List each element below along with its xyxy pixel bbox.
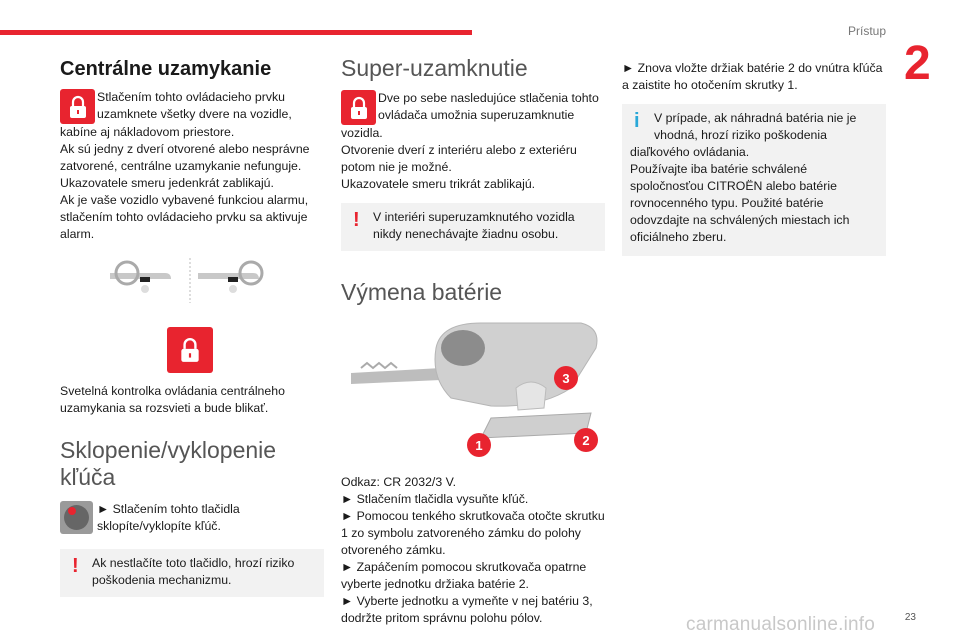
chapter-number: 2 [904, 37, 931, 90]
fold-instruction [60, 501, 324, 535]
body-line: Otvorenie dverí z interiéru alebo z exteriéru potom nie je možné. [341, 143, 577, 174]
key-illustration [341, 318, 605, 468]
column-2 [341, 52, 605, 627]
intro-line-1: Dve po sebe nasledujúce stlačenia tohto [378, 91, 599, 105]
body-line: Ukazovatele smeru trikrát zablikajú. [341, 177, 536, 191]
fold-key-title [60, 437, 324, 491]
super-locking-title: Super-uzamknutie [341, 55, 528, 81]
callout-3: 3 [562, 371, 570, 386]
central-locking-title: Centrálne uzamykanie [60, 58, 272, 80]
remote-key-illustration [341, 318, 605, 468]
intro-line-2: ovládača umožnia superuzamknutie [378, 108, 575, 122]
top-accent-bar [0, 30, 472, 35]
fold-text: ► Stlačením tohto tlačidla sklopíte/vyklopíte kľúč. [97, 502, 240, 533]
battery-step: ► Vyberte jednotku a vymeňte v nej batériu 3, dodržte pritom správnu polohu pólov. [341, 594, 593, 625]
column-3 [622, 60, 886, 256]
steering-wheels-illustration [60, 253, 324, 313]
battery-step: ► Zapáčením pomocou skrutkovača opatrne vyberte jednotku držiaka batérie 2. [341, 560, 587, 591]
battery-title: Výmena batérie [341, 279, 503, 305]
section-name: Prístup [847, 24, 886, 38]
info-line-4: Používajte iba batérie schválené spoločnosťou CITROËN alebo batérie rovnocenného typu. Použité batérie odovzdajte na schválených miestach ich oficiálneho zberu. [630, 162, 850, 244]
body-line: Ukazovatele smeru jedenkrát zablikajú. [60, 176, 274, 190]
lock-intro [60, 89, 324, 124]
super-lock-warning-text: V interiéri superuzamknutého vozidla nikdy nenechávajte žiadnu osobu. [373, 210, 575, 241]
callout-2: 2 [582, 433, 590, 448]
battery-info-box [622, 104, 886, 256]
info-line-2: vhodná, hrozí riziko poškodenia [654, 128, 827, 142]
body-line: Ak je vaše vozidlo vybavené funkciou alarmu, stlačením tohto ovládacieho prvku sa aktivuje alarm. [60, 193, 309, 241]
super-lock-intro [341, 90, 605, 125]
battery-step: ► Pomocou tenkého skrutkovača otočte skrutku 1 zo symbolu zatvoreného zámku do polohy otvoreného zámku. [341, 509, 605, 557]
fold-title-line-2: kľúča [60, 464, 116, 490]
warning-icon: ! [353, 209, 360, 231]
fold-warning-text: Ak nestlačíte toto tlačidlo, hrozí riziko poškodenia mechanizmu. [92, 556, 295, 587]
info-line-1: V prípade, ak náhradná batéria nie je [654, 111, 857, 125]
column-1 [60, 52, 324, 597]
body-line: kabíne aj nákladovom priestore. [60, 125, 235, 139]
fold-button-icon [60, 501, 93, 534]
info-line-3: diaľkového ovládania. [630, 145, 750, 159]
callout-1: 1 [475, 438, 483, 453]
battery-reference: Odkaz: CR 2032/3 V. [341, 475, 457, 489]
intro-line-1: Stlačením tohto ovládacieho prvku [97, 90, 285, 104]
body-line: vozidla. [341, 126, 383, 140]
lock-button-icon [167, 327, 213, 373]
info-icon: i [634, 110, 640, 132]
page-number: 23 [904, 612, 916, 623]
dashboard-illustration [60, 253, 324, 323]
lock-icon [341, 90, 376, 125]
fold-title-line-1: Sklopenie/vyklopenie [60, 437, 277, 463]
warning-icon: ! [72, 555, 79, 577]
fold-warning-box [60, 549, 324, 597]
body-line: Ak sú jedny z dverí otvorené alebo nesprávne zatvorené, centrálne uzamykanie nefunguje. [60, 142, 310, 173]
lock-icon [60, 89, 95, 124]
indicator-text: Svetelná kontrolka ovládania centrálneho uzamykania sa rozsvieti a bude blikať. [60, 384, 285, 415]
watermark: carmanualsonline.info [686, 614, 876, 635]
reinsert-step: ► Znova vložte držiak batérie 2 do vnútra kľúča a zaistite ho otočením skrutky 1. [622, 61, 883, 92]
intro-line-2: uzamknete všetky dvere na vozidle, [97, 107, 292, 121]
battery-step: ► Stlačením tlačidla vysuňte kľúč. [341, 492, 529, 506]
super-lock-warning-box [341, 203, 605, 251]
